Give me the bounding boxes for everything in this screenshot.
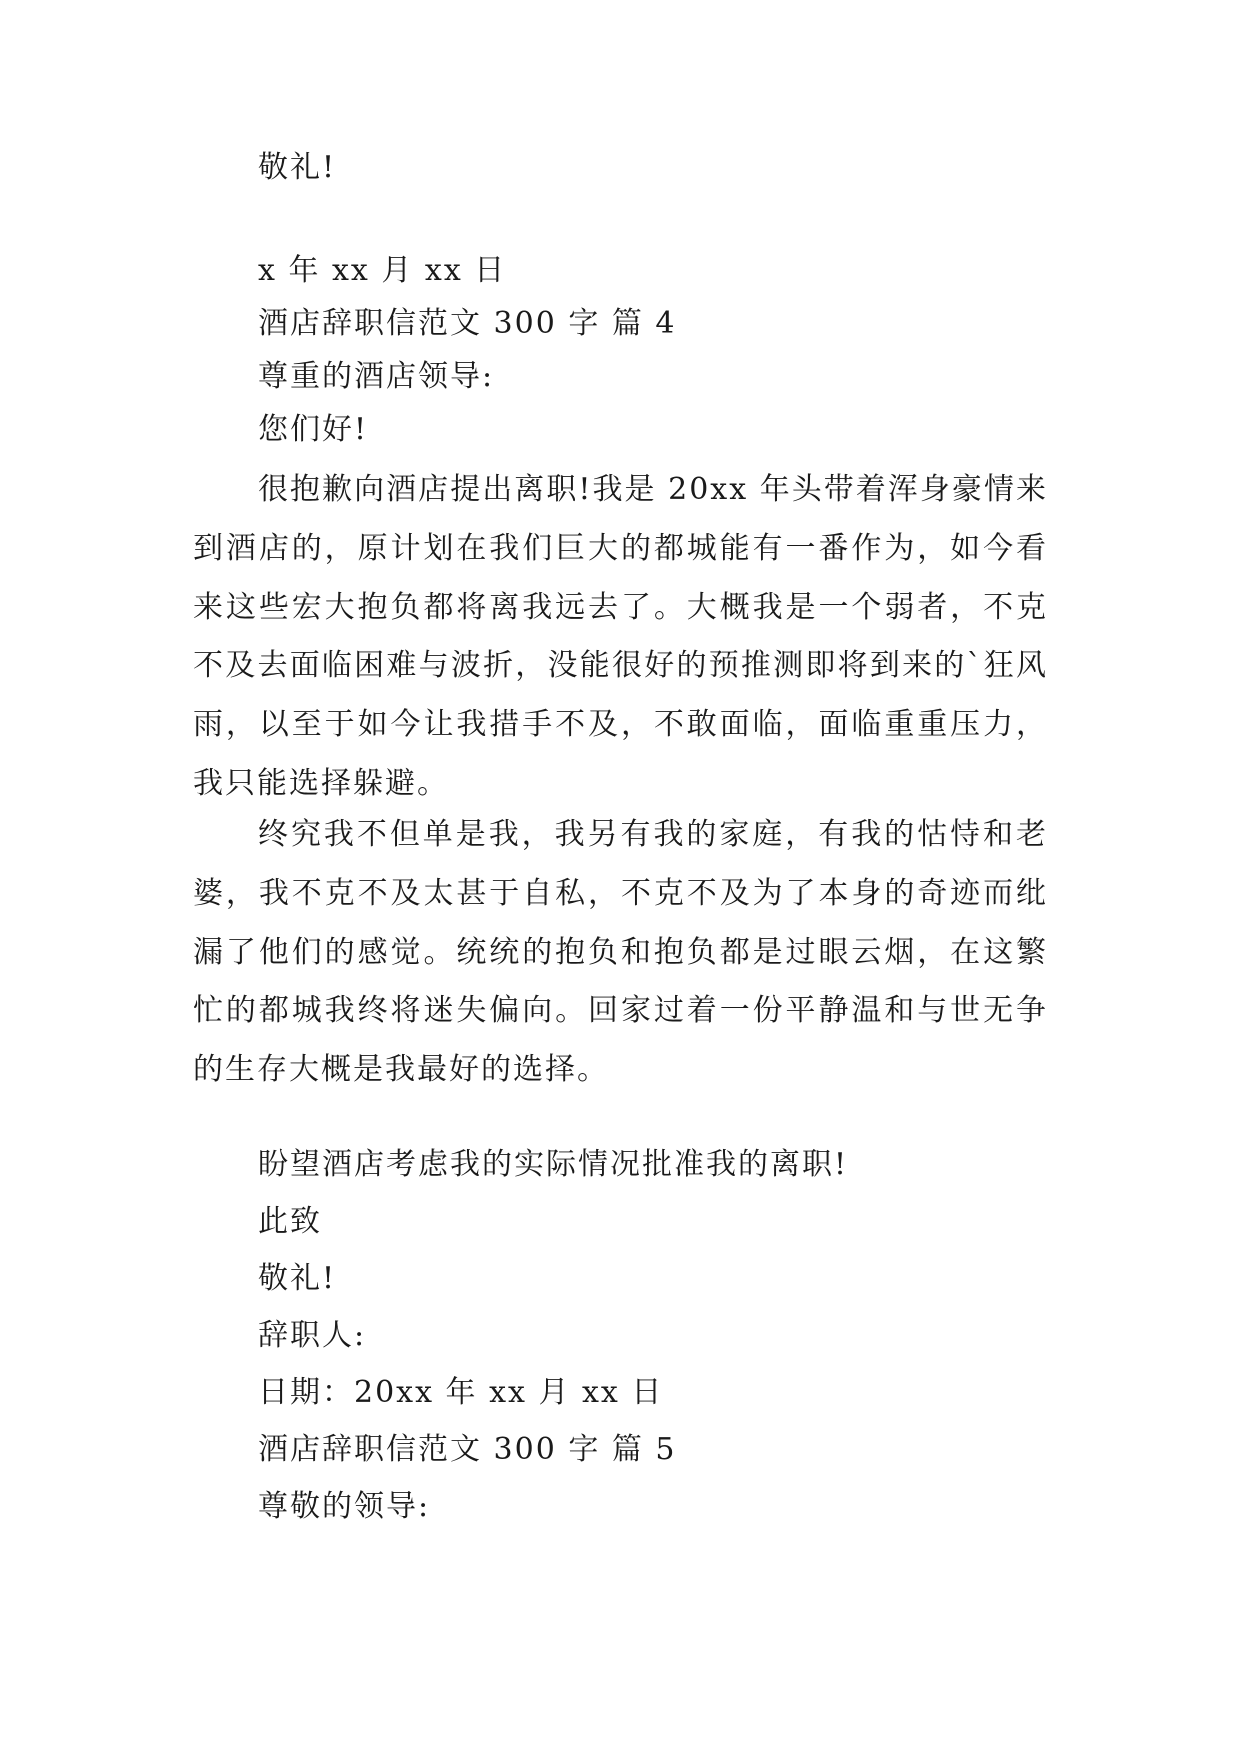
signer-line: 辞职人: <box>258 1318 367 1353</box>
closing-line-2: 敬礼! <box>258 1261 337 1296</box>
closing-line-1: 此致 <box>258 1204 322 1239</box>
article-4-title: 酒店辞职信范文 300 字 篇 4 <box>258 306 677 341</box>
request-line: 盼望酒店考虑我的实际情况批准我的离职! <box>258 1147 849 1182</box>
body-paragraph-1: 很抱歉向酒店提出离职!我是 20xx 年头带着浑身豪情来到酒店的，原计划在我们巨大的都城能有一番作为，如今看来这些宏大抱负都将离我远去了。大概我是一个弱者，不克不及去面临困难与波折，没能很好的预推测即将到来的`狂风雨，以至于如今让我措手不及，不敢面临，面临重重压力，我只能选择躲避。 <box>193 472 1048 801</box>
closing-line: 敬礼! <box>258 150 337 185</box>
body-paragraph-2: 终究我不但单是我，我另有我的家庭，有我的怙恃和老婆，我不克不及太甚于自私，不克不及为了本身的奇迹而纰漏了他们的感觉。统统的抱负和抱负都是过眼云烟，在这繁忙的都城我终将迷失偏向。回家过着一份平静温和与世无争的生存大概是我最好的选择。 <box>193 817 1048 1088</box>
article-5-title: 酒店辞职信范文 300 字 篇 5 <box>258 1432 677 1467</box>
salutation-2: 尊敬的领导: <box>258 1489 431 1524</box>
greeting: 您们好! <box>258 412 369 447</box>
date-line: x 年 xx 月 xx 日 <box>258 253 507 288</box>
signature-date: 日期：20xx 年 xx 月 xx 日 <box>258 1375 664 1410</box>
salutation: 尊重的酒店领导: <box>258 359 495 394</box>
